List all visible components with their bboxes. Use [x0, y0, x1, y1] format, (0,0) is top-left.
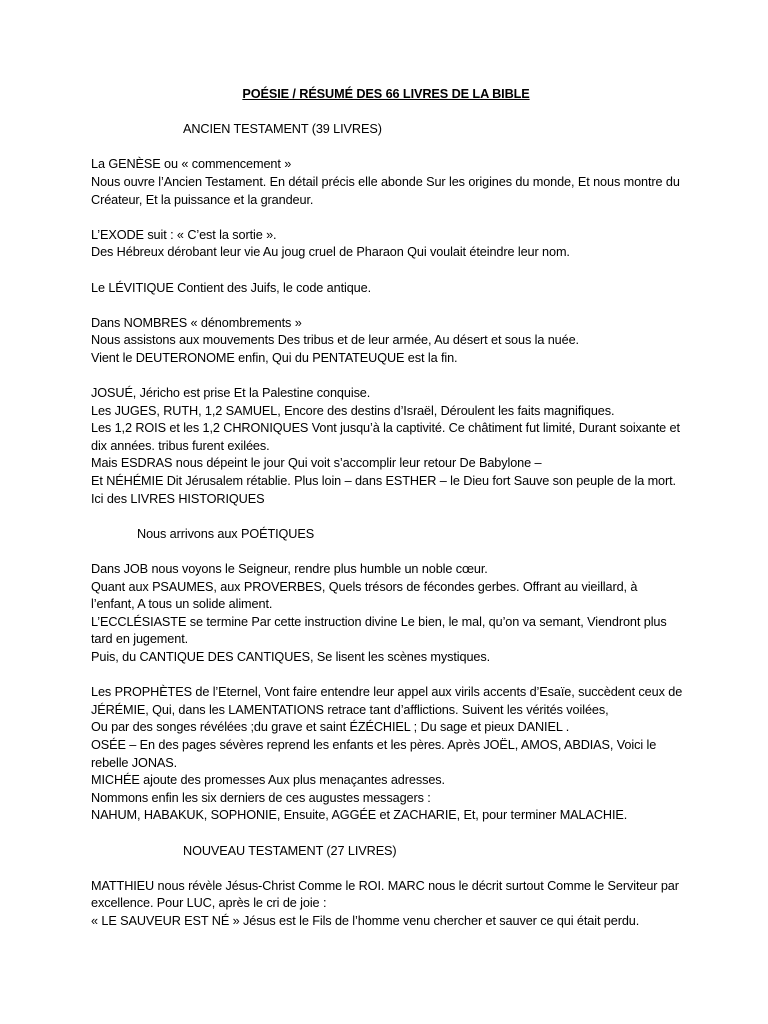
prophets-paragraph: MICHÉE ajoute des promesses Aux plus menaçantes adresses.	[91, 773, 445, 788]
spacer	[91, 667, 683, 685]
historical-paragraph: Les 1,2 ROIS et les 1,2 CHRONIQUES Vont jusqu’à la captivité. Ce châtiment fut limité, Durant soixante et dix années. tribus furent exilées.	[91, 421, 680, 453]
document-page	[91, 86, 683, 931]
spacer	[91, 297, 683, 315]
genese-line: La GENÈSE ou « commencement »	[91, 157, 292, 172]
poetic-heading: Nous arrivons aux POÉTIQUES	[137, 526, 315, 541]
document-title: POÉSIE / RÉSUMÉ DES 66 LIVRES DE LA BIBLE	[242, 87, 530, 101]
spacer	[91, 368, 683, 386]
historical-paragraph: Les JUGES, RUTH, 1,2 SAMUEL, Encore des destins d’Israël, Déroulent les faits magnifiques.	[91, 403, 615, 418]
genese-text: Nous ouvre l’Ancien Testament. En détail précis elle abonde Sur les origines du monde, Et nous montre du Créateur, Et la puissance et la grandeur.	[91, 174, 680, 207]
levitique-text: Le LÉVITIQUE Contient des Juifs, le code antique.	[91, 280, 372, 295]
gospels-paragraph: « LE SAUVEUR EST NÉ » Jésus est le Fils de l’homme venu chercher et sauver ce qui était perdu.	[91, 913, 640, 928]
spacer	[91, 543, 683, 561]
prophets-paragraph: Nommons enfin les six derniers de ces augustes messagers :	[91, 790, 431, 805]
spacer	[91, 825, 683, 843]
historical-paragraph: JOSUÉ, Jéricho est prise Et la Palestine conquise.	[91, 386, 371, 401]
prophets-paragraph: Ou par des songes révélées ;du grave et saint ÉZÉCHIEL ; Du sage et pieux DANIEL .	[91, 720, 570, 735]
historical-paragraph: Et NÉHÉMIE Dit Jérusalem rétablie. Plus loin – dans ESTHER – le Dieu fort Sauve son peuple de la mort. Ici des LIVRES HISTORIQUES	[91, 474, 676, 506]
poetic-paragraph: L’ECCLÉSIASTE se termine Par cette instruction divine Le bien, le mal, qu’on va semant, Viendront plus tard en jugement.	[91, 614, 667, 647]
prophets-paragraph: OSÉE – En des pages sévères reprend les enfants et les pères. Après JOËL, AMOS, ABDIAS, Voici le rebelle JONAS.	[91, 737, 657, 770]
new-testament-heading: NOUVEAU TESTAMENT (27 LIVRES)	[183, 843, 397, 858]
spacer	[91, 860, 683, 878]
nombres-text: Nous assistons aux mouvements Des tribus et de leur armée, Au désert et sous la nuée.	[91, 333, 579, 348]
historical-paragraph: Mais ESDRAS nous dépeint le jour Qui voit s’accomplir leur retour De Babylone –	[91, 456, 542, 471]
prophets-paragraph: NAHUM, HABAKUK, SOPHONIE, Ensuite, AGGÉE et ZACHARIE, Et, pour terminer MALACHIE.	[91, 808, 628, 823]
spacer	[91, 139, 683, 157]
spacer	[91, 209, 683, 227]
spacer	[91, 262, 683, 280]
poetic-paragraph: Quant aux PSAUMES, aux PROVERBES, Quels trésors de fécondes gerbes. Offrant au vieillard, à l’enfant, A tous un solide aliment.	[91, 579, 638, 612]
exode-text: Des Hébreux dérobant leur vie Au joug cruel de Pharaon Qui voulait éteindre leur nom.	[91, 245, 570, 260]
nombres-line: Dans NOMBRES « dénombrements »	[91, 315, 302, 330]
spacer	[91, 508, 683, 526]
poetic-paragraph: Puis, du CANTIQUE DES CANTIQUES, Se lisent les scènes mystiques.	[91, 650, 491, 664]
spacer	[91, 104, 683, 122]
gospels-paragraph: MATTHIEU nous révèle Jésus-Christ Comme le ROI. MARC nous le décrit surtout Comme le Serviteur par excellence. Pour LUC, après le cri de joie :	[91, 878, 679, 911]
exode-line: L’EXODE suit : « C’est la sortie ».	[91, 227, 277, 242]
poetic-paragraph: Dans JOB nous voyons le Seigneur, rendre plus humble un noble cœur.	[91, 562, 488, 577]
old-testament-heading: ANCIEN TESTAMENT (39 LIVRES)	[183, 122, 382, 137]
deuteronome-text: Vient le DEUTERONOME enfin, Qui du PENTATEUQUE est la fin.	[91, 350, 458, 365]
prophets-paragraph: Les PROPHÈTES de l’Eternel, Vont faire entendre leur appel aux virils accents d’Esaïe, succèdent ceux de JÉRÉMIE, Qui, dans les LAMENTATIONS retrace tant d’afflictions. Suivent les vérités voilées,	[91, 685, 683, 717]
